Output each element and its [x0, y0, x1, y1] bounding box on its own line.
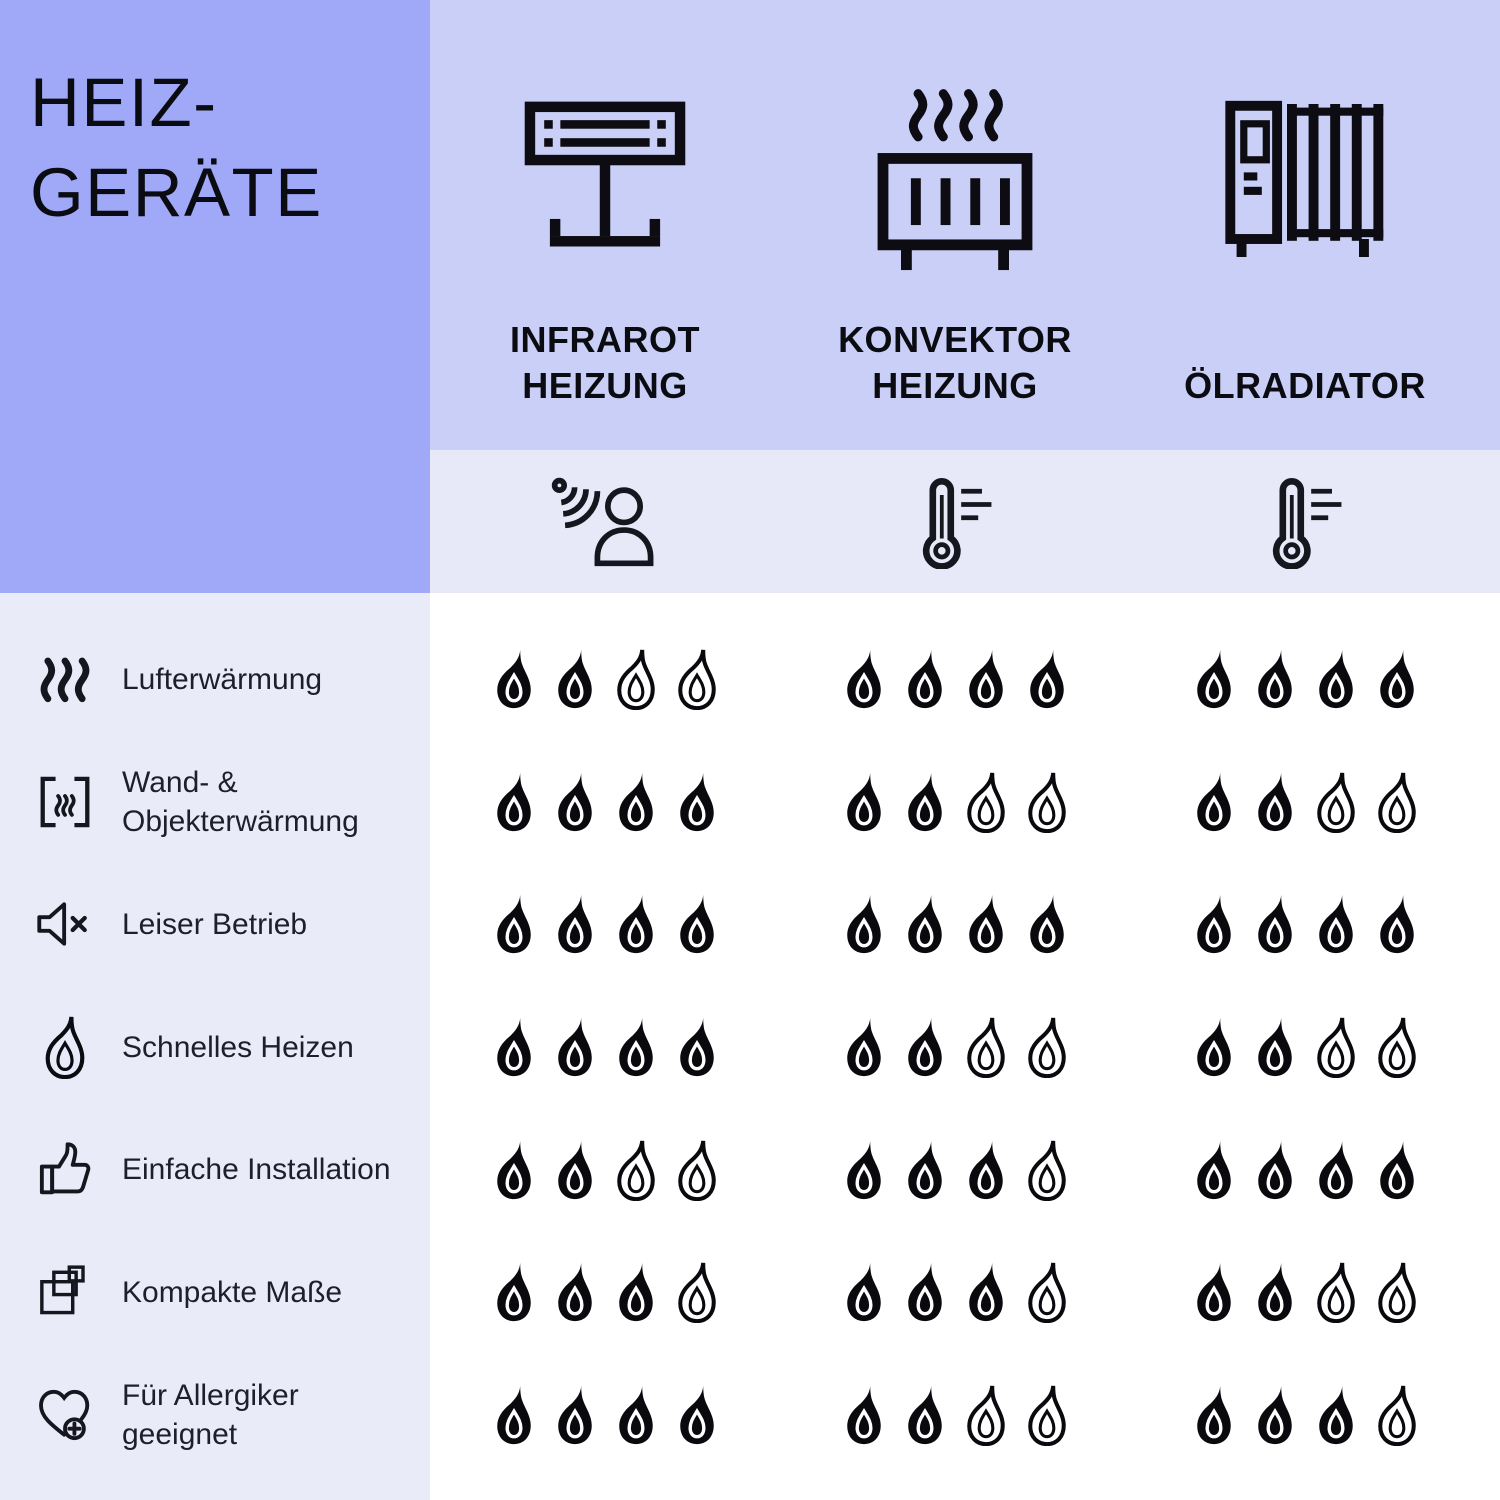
- rating-cell-konvektor: [780, 741, 1130, 864]
- rating-cell-infrarot: [430, 741, 780, 864]
- flame-filled-icon: [839, 893, 889, 955]
- device-column-konvektor: [780, 0, 1130, 408]
- rating-cell-konvektor: [780, 1231, 1130, 1354]
- flame-filled-icon: [839, 771, 889, 833]
- flame-filled-icon: [900, 1139, 950, 1201]
- flame-filled-icon: [1022, 893, 1072, 955]
- squares-icon: [34, 1259, 96, 1325]
- feature-label: [122, 1273, 342, 1312]
- rating-row: [430, 986, 1480, 1109]
- device-column-infrarot: [430, 0, 780, 408]
- flame-filled-icon: [1250, 1384, 1300, 1446]
- convector-heater-icon: [865, 80, 1045, 280]
- flame-filled-icon: [961, 1139, 1011, 1201]
- flame-filled-icon: [839, 1261, 889, 1323]
- flame-outline-icon: [1372, 1261, 1422, 1323]
- flame-filled-icon: [1311, 648, 1361, 710]
- flame-filled-icon: [1372, 1139, 1422, 1201]
- feature-label-line: Wand- &: [122, 765, 238, 799]
- flame-filled-icon: [550, 648, 600, 710]
- flame-filled-icon: [1189, 1384, 1239, 1446]
- rating-row: [430, 1108, 1480, 1231]
- flame-filled-icon: [1189, 893, 1239, 955]
- device-label-infrarot: [510, 308, 700, 408]
- flame-outline-icon: [1372, 1016, 1422, 1078]
- flame-filled-icon: [672, 893, 722, 955]
- flame-outline-icon: [611, 648, 661, 710]
- rating-row: [430, 618, 1480, 741]
- flame-filled-icon: [489, 893, 539, 955]
- flame-filled-icon: [489, 1139, 539, 1201]
- flame-filled-icon: [550, 1016, 600, 1078]
- oil-radiator-icon: [1215, 80, 1395, 280]
- page-title-line2: GERÄTE: [30, 154, 323, 232]
- flame-filled-icon: [900, 1384, 950, 1446]
- rating-cell-infrarot: [430, 1108, 780, 1231]
- device-label-line: INFRAROT: [510, 319, 700, 361]
- flame-filled-icon: [839, 1384, 889, 1446]
- flame-outline-icon: [1372, 771, 1422, 833]
- flame-filled-icon: [900, 893, 950, 955]
- rating-cell-infrarot: [430, 1354, 780, 1477]
- flame-filled-icon: [1189, 1261, 1239, 1323]
- rating-cell-oelradiator: [1130, 618, 1480, 741]
- flame-filled-icon: [550, 1261, 600, 1323]
- page-title-line1: HEIZ-: [30, 64, 218, 141]
- flame-outline-icon: [672, 1261, 722, 1323]
- feature-label-line: Kompakte Maße: [122, 1275, 343, 1309]
- flame-filled-icon: [1250, 893, 1300, 955]
- device-label-line: ÖLRADIATOR: [1184, 364, 1426, 406]
- rating-cell-infrarot: [430, 618, 780, 741]
- flame-filled-icon: [489, 1384, 539, 1446]
- flame-filled-icon: [1311, 1139, 1361, 1201]
- flame-outline-icon: [961, 1384, 1011, 1446]
- feature-label-line: Für Allergiker: [122, 1378, 299, 1412]
- device-label-line: HEIZUNG: [872, 364, 1038, 406]
- mode-cell-oelradiator: [1130, 450, 1480, 593]
- rating-row: [430, 1354, 1480, 1477]
- flame-outline-icon: [1311, 1261, 1361, 1323]
- flame-filled-icon: [1311, 1384, 1361, 1446]
- rating-cell-konvektor: [780, 618, 1130, 741]
- feature-label-line: geeignet: [122, 1417, 238, 1451]
- flame-filled-icon: [611, 1016, 661, 1078]
- flame-outline-icon: [611, 1139, 661, 1201]
- rating-cell-oelradiator: [1130, 1231, 1480, 1354]
- flame-outline-icon: [1311, 771, 1361, 833]
- flame-filled-icon: [489, 648, 539, 710]
- mode-cell-konvektor: [780, 450, 1130, 593]
- flame-filled-icon: [1022, 648, 1072, 710]
- feature-row: [0, 618, 430, 741]
- flame-filled-icon: [611, 771, 661, 833]
- device-label-oelradiator: [1184, 308, 1426, 408]
- flame-filled-icon: [1372, 893, 1422, 955]
- feature-row: [0, 863, 430, 986]
- flame-filled-icon: [489, 1016, 539, 1078]
- rating-cell-konvektor: [780, 1354, 1130, 1477]
- feature-label: [122, 763, 359, 841]
- flame-filled-icon: [961, 648, 1011, 710]
- flame-filled-icon: [550, 893, 600, 955]
- rating-cell-oelradiator: [1130, 1354, 1480, 1477]
- flame-filled-icon: [550, 1139, 600, 1201]
- wall-object-heat-icon: [34, 769, 96, 835]
- rating-matrix: [430, 593, 1500, 1500]
- flame-filled-icon: [1189, 771, 1239, 833]
- flame-filled-icon: [961, 1261, 1011, 1323]
- rating-cell-oelradiator: [1130, 741, 1480, 864]
- feature-row: [0, 1231, 430, 1354]
- heating-mode-row: [430, 450, 1480, 593]
- flame-outline-icon: [1022, 1016, 1072, 1078]
- flame-filled-icon: [1372, 648, 1422, 710]
- flame-filled-icon: [489, 771, 539, 833]
- page-title: [30, 58, 323, 239]
- flame-outline-icon: [1372, 1384, 1422, 1446]
- rating-cell-oelradiator: [1130, 1108, 1480, 1231]
- rating-cell-infrarot: [430, 863, 780, 986]
- flame-filled-icon: [839, 1139, 889, 1201]
- feature-label: [122, 660, 322, 699]
- feature-label-line: Objekterwärmung: [122, 804, 359, 838]
- device-label-line: KONVEKTOR: [838, 319, 1072, 361]
- rating-row: [430, 1231, 1480, 1354]
- flame-outline-icon: [1022, 1384, 1072, 1446]
- heat-waves-icon: [34, 646, 96, 712]
- flame-filled-icon: [839, 648, 889, 710]
- feature-row: [0, 986, 430, 1109]
- flame-filled-icon: [839, 1016, 889, 1078]
- flame-outline-icon: [1311, 1016, 1361, 1078]
- rating-cell-infrarot: [430, 1231, 780, 1354]
- rating-rows: [430, 593, 1500, 1476]
- thermometer-icon: [912, 474, 999, 569]
- feature-list: [0, 593, 430, 1476]
- flame-filled-icon: [1250, 1016, 1300, 1078]
- device-header-band: [430, 0, 1500, 450]
- flame-filled-icon: [1250, 1261, 1300, 1323]
- rating-cell-konvektor: [780, 1108, 1130, 1231]
- flame-outline-icon: [961, 1016, 1011, 1078]
- thermometer-icon: [1262, 474, 1349, 569]
- flame-filled-icon: [1311, 893, 1361, 955]
- flame-filled-icon: [900, 1016, 950, 1078]
- device-label-konvektor: [838, 308, 1072, 408]
- flame-outline-icon: [1022, 1261, 1072, 1323]
- flame-outline-icon: [1022, 1139, 1072, 1201]
- flame-filled-icon: [1250, 648, 1300, 710]
- rating-cell-oelradiator: [1130, 863, 1480, 986]
- rating-cell-konvektor: [780, 986, 1130, 1109]
- flame-filled-icon: [1189, 1016, 1239, 1078]
- feature-row: [0, 741, 430, 864]
- flame-filled-icon: [961, 893, 1011, 955]
- rating-row: [430, 741, 1480, 864]
- thumbs-up-icon: [34, 1137, 96, 1203]
- title-panel: [0, 0, 430, 593]
- device-column-oelradiator: [1130, 0, 1480, 408]
- flame-outline-icon: [1022, 771, 1072, 833]
- flame-filled-icon: [611, 893, 661, 955]
- flame-filled-icon: [489, 1261, 539, 1323]
- flame-outline-icon: [672, 648, 722, 710]
- rating-cell-infrarot: [430, 986, 780, 1109]
- feature-label: [122, 905, 307, 944]
- mode-cell-infrarot: [430, 450, 780, 593]
- rating-cell-oelradiator: [1130, 986, 1480, 1109]
- flame-filled-icon: [550, 1384, 600, 1446]
- device-columns: [430, 0, 1480, 408]
- flame-filled-icon: [900, 771, 950, 833]
- feature-label: [122, 1028, 354, 1067]
- heart-plus-icon: [34, 1382, 96, 1448]
- flame-outline-icon: [672, 1139, 722, 1201]
- feature-row: [0, 1108, 430, 1231]
- flame-filled-icon: [611, 1384, 661, 1446]
- device-label-line: HEIZUNG: [522, 364, 688, 406]
- speaker-muted-icon: [34, 891, 96, 957]
- flame-filled-icon: [900, 1261, 950, 1323]
- flame-filled-icon: [672, 771, 722, 833]
- feature-row: [0, 1354, 430, 1477]
- flame-filled-icon: [611, 1261, 661, 1323]
- flame-filled-icon: [1250, 1139, 1300, 1201]
- feature-label: [122, 1150, 391, 1189]
- feature-label-line: Lufterwärmung: [122, 662, 323, 696]
- feature-label-line: Leiser Betrieb: [122, 907, 308, 941]
- feature-label-line: Schnelles Heizen: [122, 1030, 354, 1064]
- flame-filled-icon: [1189, 648, 1239, 710]
- feature-sidebar: [0, 593, 430, 1500]
- rating-row: [430, 863, 1480, 986]
- flame-filled-icon: [550, 771, 600, 833]
- rating-cell-konvektor: [780, 863, 1130, 986]
- flame-outline-icon: [34, 1014, 96, 1080]
- radiant-person-icon: [546, 474, 664, 569]
- flame-filled-icon: [1189, 1139, 1239, 1201]
- flame-filled-icon: [672, 1384, 722, 1446]
- heating-mode-band: [430, 450, 1500, 593]
- flame-filled-icon: [1250, 771, 1300, 833]
- flame-outline-icon: [961, 771, 1011, 833]
- feature-label: [122, 1376, 299, 1454]
- feature-label-line: Einfache Installation: [122, 1153, 391, 1187]
- flame-filled-icon: [672, 1016, 722, 1078]
- infrared-heater-icon: [510, 80, 700, 280]
- flame-filled-icon: [900, 648, 950, 710]
